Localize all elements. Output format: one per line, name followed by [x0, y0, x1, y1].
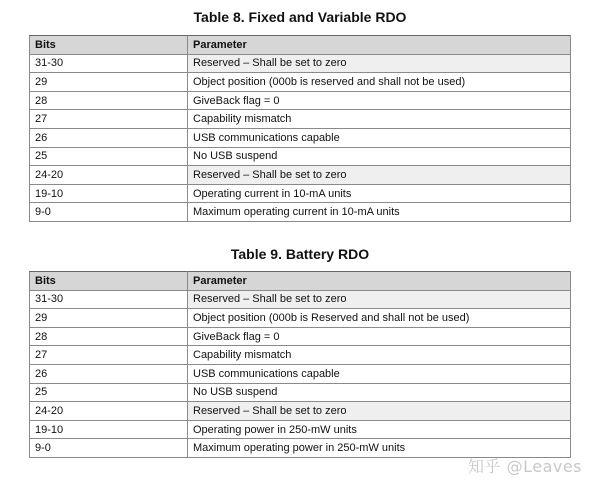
parameter-cell: Reserved – Shall be set to zero [188, 166, 571, 185]
bits-cell: 28 [30, 327, 188, 346]
table-row [30, 166, 571, 185]
parameter-cell: GiveBack flag = 0 [188, 91, 571, 110]
bits-cell: 27 [30, 110, 188, 129]
bits-cell: 19-10 [30, 420, 188, 439]
table-row [30, 184, 571, 203]
parameter-cell: No USB suspend [188, 147, 571, 166]
parameter-cell: Reserved – Shall be set to zero [188, 54, 571, 73]
bits-cell: 29 [30, 309, 188, 328]
bits-cell: 25 [30, 147, 188, 166]
table-row [30, 327, 571, 346]
bits-cell: 31-30 [30, 290, 188, 309]
parameter-cell: Reserved – Shall be set to zero [188, 290, 571, 309]
parameter-cell: Capability mismatch [188, 346, 571, 365]
table-row [30, 383, 571, 402]
fixed-variable-rdo-table [29, 35, 571, 222]
table-row [30, 73, 571, 92]
parameter-cell: Capability mismatch [188, 110, 571, 129]
watermark: 知乎 @Leaves [468, 457, 583, 476]
column-header-bits: Bits [30, 36, 188, 55]
parameter-cell: USB communications capable [188, 128, 571, 147]
table-row [30, 290, 571, 309]
bits-cell: 26 [30, 364, 188, 383]
table-8-title: Table 8. Fixed and Variable RDO [193, 9, 407, 25]
parameter-cell: No USB suspend [188, 383, 571, 402]
bits-cell: 9-0 [30, 439, 188, 458]
table-row [30, 364, 571, 383]
table-row [30, 203, 571, 222]
bits-cell: 25 [30, 383, 188, 402]
column-header-parameter: Parameter [188, 272, 571, 291]
parameter-cell: USB communications capable [188, 364, 571, 383]
parameter-cell: Reserved – Shall be set to zero [188, 402, 571, 421]
bits-cell: 9-0 [30, 203, 188, 222]
table-9-title: Table 9. Battery RDO [230, 246, 370, 262]
table-row [30, 309, 571, 328]
table-row [30, 128, 571, 147]
column-header-parameter: Parameter [188, 36, 571, 55]
parameter-cell: Maximum operating current in 10-mA units [188, 203, 571, 222]
bits-cell: 24-20 [30, 166, 188, 185]
table-row [30, 147, 571, 166]
parameter-cell: Object position (000b is Reserved and shall not be used) [188, 309, 571, 328]
table-row [30, 91, 571, 110]
table-row [30, 420, 571, 439]
table-row [30, 110, 571, 129]
bits-cell: 24-20 [30, 402, 188, 421]
bits-cell: 27 [30, 346, 188, 365]
bits-cell: 19-10 [30, 184, 188, 203]
table-row [30, 346, 571, 365]
table-row [30, 54, 571, 73]
column-header-bits: Bits [30, 272, 188, 291]
parameter-cell: GiveBack flag = 0 [188, 327, 571, 346]
parameter-cell: Maximum operating power in 250-mW units [188, 439, 571, 458]
table-row [30, 402, 571, 421]
bits-cell: 28 [30, 91, 188, 110]
parameter-cell: Object position (000b is reserved and shall not be used) [188, 73, 571, 92]
battery-rdo-table [29, 271, 571, 458]
parameter-cell: Operating power in 250-mW units [188, 420, 571, 439]
bits-cell: 29 [30, 73, 188, 92]
bits-cell: 31-30 [30, 54, 188, 73]
table-header-row [30, 36, 571, 55]
table-header-row [30, 272, 571, 291]
parameter-cell: Operating current in 10-mA units [188, 184, 571, 203]
bits-cell: 26 [30, 128, 188, 147]
